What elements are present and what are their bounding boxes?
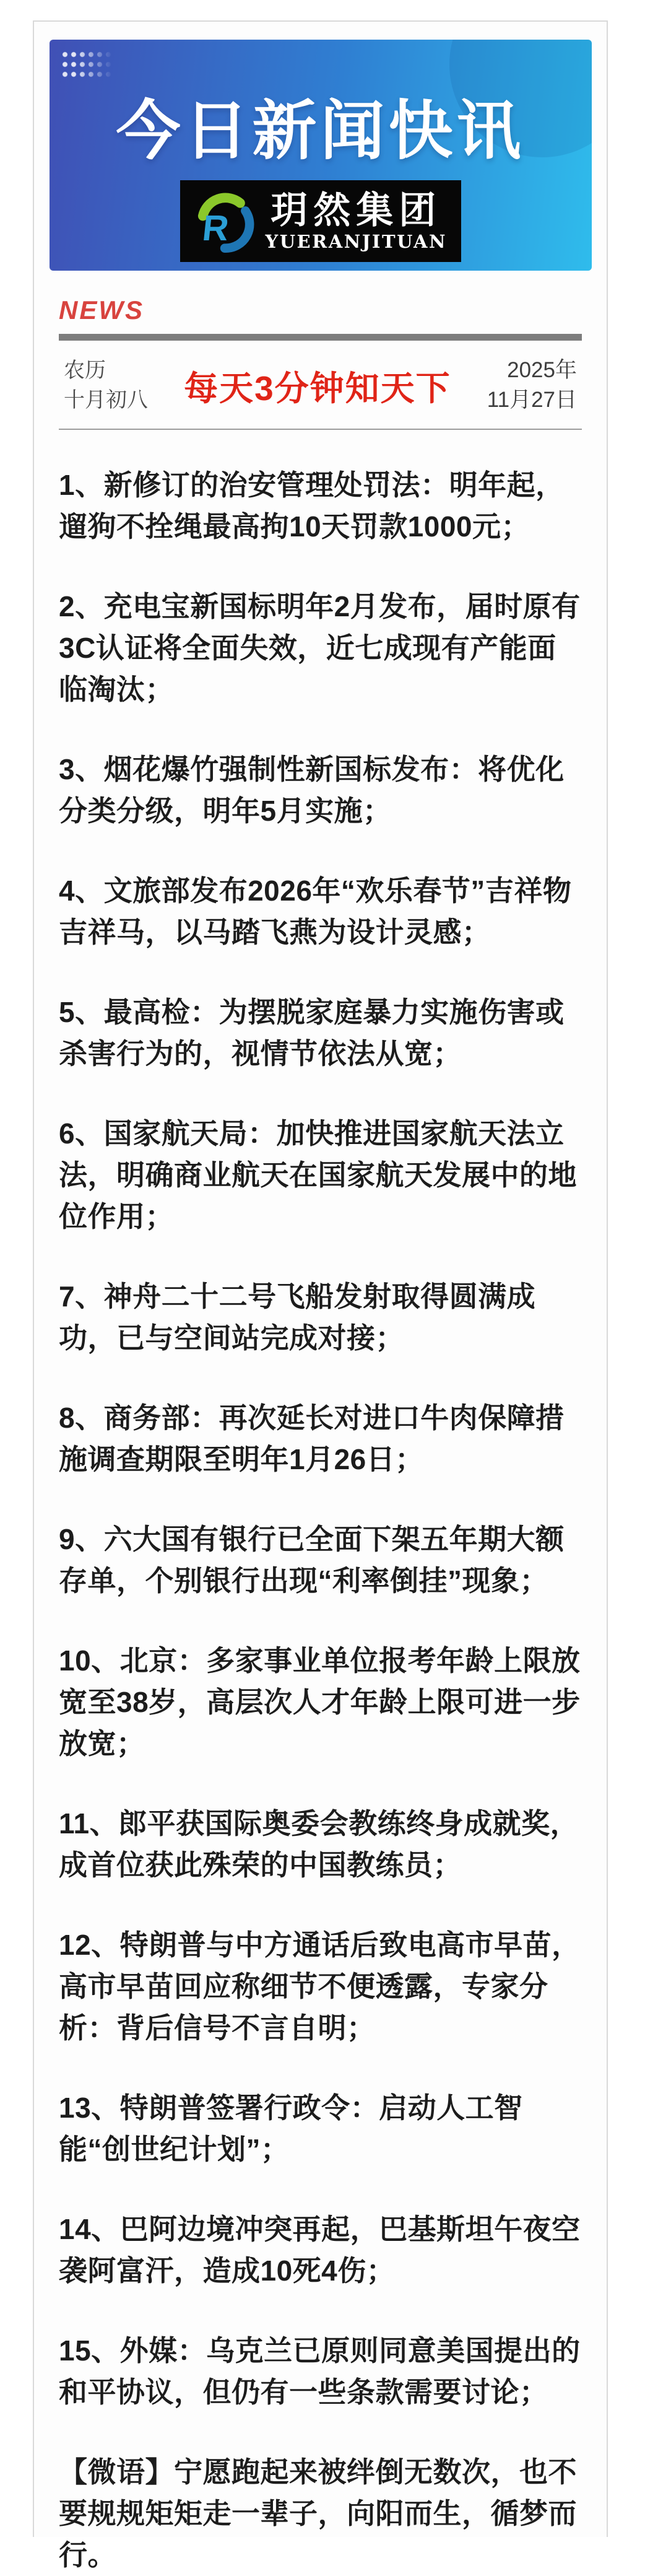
svg-text:R: R — [200, 208, 231, 249]
news-item-14: 14、巴阿边境冲突再起，巴基斯坦午夜空袭阿富汗，造成10死4伤； — [59, 2213, 581, 2287]
news-item-6: 6、国家航天局：加快推进国家航天法立法，明确商业航天在国家航天发展中的地位作用； — [59, 1117, 577, 1233]
lunar-label: 农历 — [64, 359, 106, 382]
slogan-text: 每天3分钟知天下 — [184, 369, 451, 408]
date-year: 2025年 — [507, 358, 577, 382]
dots-pattern-icon — [61, 50, 113, 79]
news-item-7: 7、神舟二十二号飞船发射取得圆满成功，已与空间站完成对接； — [59, 1280, 536, 1354]
footer-quote: 【微语】宁愿跑起来被绊倒无数次，也不要规规矩矩走一辈子，向阳而生，循梦而行。 — [59, 2456, 577, 2571]
bulletin-content — [34, 271, 607, 2576]
news-label: NEWS — [59, 295, 144, 325]
news-item-1: 1、新修订的治安管理处罚法：明年起，遛狗不拴绳最高拘10天罚款1000元； — [59, 469, 565, 543]
news-item-13: 13、特朗普签署行政令：启动人工智能“创世纪计划”； — [59, 2092, 523, 2165]
news-item-10: 10、北京：多家事业单位报考年龄上限放宽至38岁，高层次人才年龄上限可进一步放宽； — [59, 1644, 581, 1760]
news-list — [59, 430, 582, 2576]
lunar-day: 十月初八 — [64, 388, 148, 412]
header-banner — [50, 40, 592, 271]
news-item-12: 12、特朗普与中方通话后致电高市早苗，高市早苗回应称细节不便透露，专家分析：背后信号不言自明； — [59, 1929, 581, 2044]
news-item-15: 15、外媒：乌克兰已原则同意美国提出的和平协议，但仍有一些条款需要讨论； — [59, 2334, 581, 2408]
logo-name-en: YUERANJITUAN — [265, 230, 447, 252]
logo-mark-icon — [191, 189, 256, 253]
gregorian-date — [487, 356, 577, 415]
news-item-3: 3、烟花爆竹强制性新国标发布：将优化分类分级，明年5月实施； — [59, 753, 565, 827]
date-monthday: 11月27日 — [487, 388, 577, 412]
news-item-9: 9、六大国有银行已全面下架五年期大额存单，个别银行出现“利率倒挂”现象； — [59, 1523, 565, 1597]
banner-title: 今日新闻快讯 — [116, 92, 525, 168]
logo-text-group — [266, 191, 447, 252]
news-item-8: 8、商务部：再次延长对进口牛肉保障措施调查期限至明年1月26日； — [59, 1402, 565, 1475]
news-item-2: 2、充电宝新国标明年2月发布，届时原有3C认证将全面失效，近七成现有产能面临淘汰； — [59, 590, 581, 705]
divider-bar — [59, 334, 582, 341]
lunar-date — [64, 356, 148, 415]
news-item-11: 11、郎平获国际奥委会教练终身成就奖，成首位获此殊荣的中国教练员； — [59, 1807, 579, 1881]
news-item-4: 4、文旅部发布2026年“欢乐春节”吉祥物吉祥马，以马踏飞燕为设计灵感； — [59, 875, 572, 948]
bulletin-card — [33, 20, 608, 2571]
logo-name-cn: 玥然集团 — [271, 189, 442, 231]
date-row — [59, 356, 582, 415]
company-logo — [180, 180, 461, 262]
news-item-5: 5、最高检：为摆脱家庭暴力实施伤害或杀害行为的，视情节依法从宽； — [59, 996, 565, 1070]
